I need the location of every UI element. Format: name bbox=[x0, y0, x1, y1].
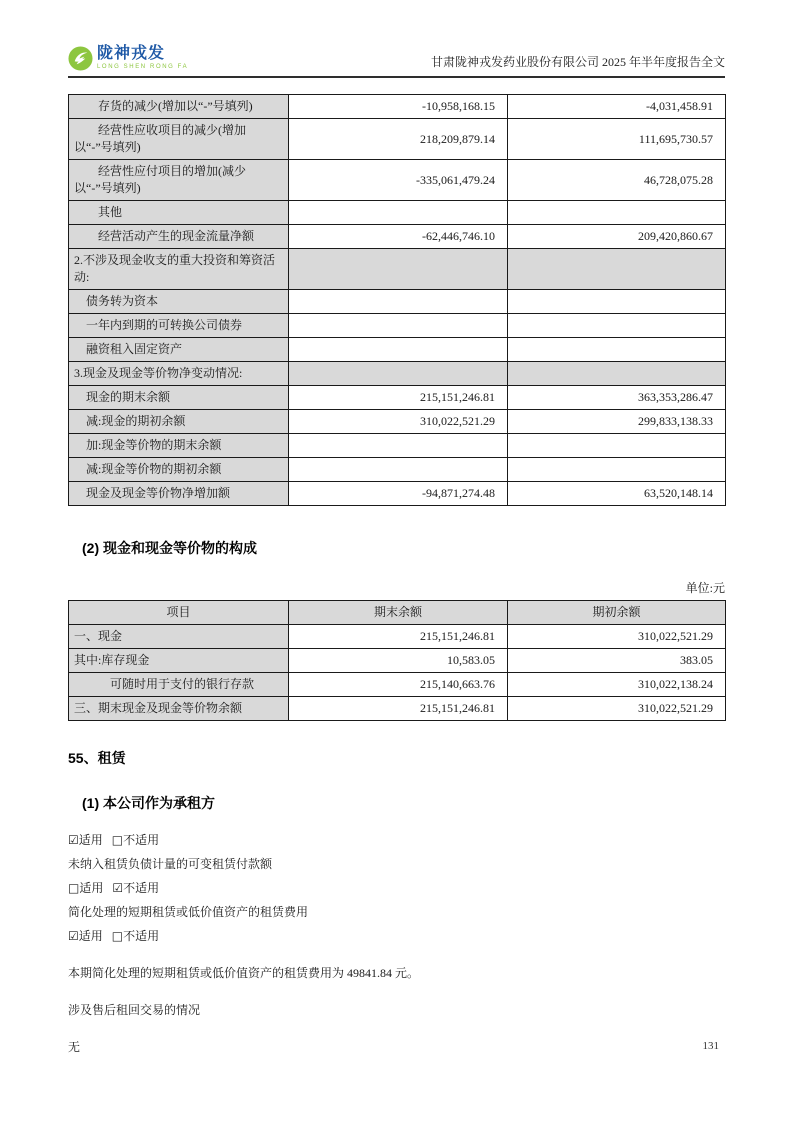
prior-period-cell: -4,031,458.91 bbox=[508, 95, 726, 119]
applicability-line bbox=[68, 882, 725, 894]
row-label-cell: 2.不涉及现金收支的重大投资和筹资活动: bbox=[69, 249, 289, 290]
row-label-cell: 经营性应付项目的增加(减少以“-”号填列) bbox=[69, 160, 289, 201]
checkbox-checked-icon: ☑ bbox=[112, 881, 124, 895]
checkbox-option-label: 不适用 bbox=[123, 881, 160, 895]
row-label-cell: 其中:库存现金 bbox=[69, 649, 289, 673]
checkbox-option bbox=[112, 929, 159, 943]
body-text-line: 未纳入租赁负债计量的可变租赁付款额 bbox=[68, 857, 273, 871]
row-label-cell: 三、期末现金及现金等价物余额 bbox=[69, 697, 289, 721]
prior-period-cell: 63,520,148.14 bbox=[508, 482, 726, 506]
checkbox-option-label: 适用 bbox=[78, 929, 103, 943]
ending-balance-cell: 215,140,663.76 bbox=[289, 673, 508, 697]
table-row bbox=[69, 673, 726, 697]
table-row bbox=[69, 249, 726, 290]
lease-paragraphs bbox=[68, 834, 725, 1053]
checkbox-option-label: 不适用 bbox=[123, 929, 160, 943]
ending-balance-cell: 215,151,246.81 bbox=[289, 625, 508, 649]
current-period-cell: -94,871,274.48 bbox=[289, 482, 508, 506]
table-row bbox=[69, 160, 726, 201]
table-row bbox=[69, 649, 726, 673]
table-row bbox=[69, 697, 726, 721]
current-period-cell: -10,958,168.15 bbox=[289, 95, 508, 119]
current-period-cell bbox=[289, 290, 508, 314]
prior-period-cell: 111,695,730.57 bbox=[508, 119, 726, 160]
table-row bbox=[69, 482, 726, 506]
body-text-line: 无 bbox=[68, 1040, 81, 1054]
cash-composition-table bbox=[68, 600, 726, 721]
checkbox-option-label: 适用 bbox=[78, 833, 103, 847]
checkbox-option bbox=[68, 929, 103, 943]
table-row bbox=[69, 314, 726, 338]
prior-period-cell bbox=[508, 362, 726, 386]
current-period-cell: 218,209,879.14 bbox=[289, 119, 508, 160]
logo-company-name: 陇神戎发 bbox=[97, 45, 166, 62]
table-row bbox=[69, 458, 726, 482]
unit-label: 单位:元 bbox=[685, 581, 725, 595]
row-label-cell: 加:现金等价物的期末余额 bbox=[69, 434, 289, 458]
prior-period-cell bbox=[508, 338, 726, 362]
row-label-cell: 3.现金及现金等价物净变动情况: bbox=[69, 362, 289, 386]
prior-period-cell: 209,420,860.67 bbox=[508, 225, 726, 249]
table-row bbox=[69, 362, 726, 386]
prior-period-cell bbox=[508, 434, 726, 458]
beginning-balance-cell: 310,022,521.29 bbox=[508, 625, 726, 649]
row-label-cell: 减:现金等价物的期初余额 bbox=[69, 458, 289, 482]
table-row bbox=[69, 201, 726, 225]
table-row bbox=[69, 95, 726, 119]
section-heading-lessee: (1) 本公司作为承租方 bbox=[82, 795, 215, 811]
current-period-cell: 215,151,246.81 bbox=[289, 386, 508, 410]
checkbox-unchecked-icon: □ bbox=[111, 833, 124, 847]
table-row bbox=[69, 290, 726, 314]
prior-period-cell bbox=[508, 249, 726, 290]
current-period-cell: -62,446,746.10 bbox=[289, 225, 508, 249]
body-text-line: 简化处理的短期租赁或低价值资产的租赁费用 bbox=[68, 905, 309, 919]
ending-balance-cell: 215,151,246.81 bbox=[289, 697, 508, 721]
beginning-balance-cell: 310,022,138.24 bbox=[508, 673, 726, 697]
prior-period-cell: 299,833,138.33 bbox=[508, 410, 726, 434]
table-row bbox=[69, 434, 726, 458]
column-header-ending-balance: 期末余额 bbox=[289, 601, 508, 625]
row-label-cell: 融资租入固定资产 bbox=[69, 338, 289, 362]
checkbox-checked-icon: ☑ bbox=[68, 833, 79, 847]
current-period-cell bbox=[289, 338, 508, 362]
checkbox-option bbox=[112, 881, 159, 895]
column-header-beginning-balance: 期初余额 bbox=[508, 601, 726, 625]
table-row bbox=[69, 119, 726, 160]
checkbox-option bbox=[68, 881, 103, 895]
current-period-cell bbox=[289, 249, 508, 290]
current-period-cell bbox=[289, 362, 508, 386]
row-label-cell: 一年内到期的可转换公司债券 bbox=[69, 314, 289, 338]
table-row bbox=[69, 386, 726, 410]
checkbox-option-label: 不适用 bbox=[123, 833, 160, 847]
row-label-cell: 经营性应收项目的减少(增加以“-”号填列) bbox=[69, 119, 289, 160]
applicability-line bbox=[68, 930, 725, 942]
page-number: 131 bbox=[702, 1040, 719, 1052]
prior-period-cell bbox=[508, 290, 726, 314]
body-text-line: 涉及售后租回交易的情况 bbox=[68, 1003, 201, 1017]
cash-flow-table-body bbox=[69, 95, 726, 506]
page-header bbox=[68, 46, 725, 78]
current-period-cell bbox=[289, 434, 508, 458]
cash-composition-table-body bbox=[69, 625, 726, 721]
prior-period-cell bbox=[508, 458, 726, 482]
current-period-cell bbox=[289, 314, 508, 338]
checkbox-option bbox=[68, 833, 103, 847]
row-label-cell: 其他 bbox=[69, 201, 289, 225]
logo-icon bbox=[68, 46, 93, 71]
table-header-row bbox=[69, 601, 726, 625]
prior-period-cell: 363,353,286.47 bbox=[508, 386, 726, 410]
current-period-cell bbox=[289, 458, 508, 482]
row-label-cell: 债务转为资本 bbox=[69, 290, 289, 314]
row-label-cell: 现金的期末余额 bbox=[69, 386, 289, 410]
logo-company-name-en: LONG SHEN RONG FA bbox=[97, 64, 189, 70]
current-period-cell bbox=[289, 201, 508, 225]
ending-balance-cell: 10,583.05 bbox=[289, 649, 508, 673]
current-period-cell: 310,022,521.29 bbox=[289, 410, 508, 434]
table-row bbox=[69, 338, 726, 362]
section-heading-lease: 55、租赁 bbox=[68, 750, 126, 766]
page-content bbox=[68, 46, 725, 1065]
checkbox-checked-icon: ☑ bbox=[68, 929, 79, 943]
table-row bbox=[69, 225, 726, 249]
current-period-cell: -335,061,479.24 bbox=[289, 160, 508, 201]
column-header-item: 项目 bbox=[69, 601, 289, 625]
cash-flow-table bbox=[68, 94, 726, 506]
report-title: 甘肃陇神戎发药业股份有限公司 2025 年半年度报告全文 bbox=[430, 55, 725, 69]
row-label-cell: 一、现金 bbox=[69, 625, 289, 649]
checkbox-unchecked-icon: □ bbox=[68, 881, 80, 895]
body-text-line: 本期简化处理的短期租赁或低价值资产的租赁费用为 49841.84 元。 bbox=[68, 966, 420, 980]
prior-period-cell: 46,728,075.28 bbox=[508, 160, 726, 201]
table-row bbox=[69, 410, 726, 434]
checkbox-option bbox=[112, 833, 159, 847]
beginning-balance-cell: 383.05 bbox=[508, 649, 726, 673]
checkbox-unchecked-icon: □ bbox=[111, 929, 124, 943]
prior-period-cell bbox=[508, 201, 726, 225]
row-label-cell: 经营活动产生的现金流量净额 bbox=[69, 225, 289, 249]
prior-period-cell bbox=[508, 314, 726, 338]
table-row bbox=[69, 625, 726, 649]
row-label-cell: 减:现金的期初余额 bbox=[69, 410, 289, 434]
section-heading-cash-composition: (2) 现金和现金等价物的构成 bbox=[82, 540, 257, 556]
checkbox-option-label: 适用 bbox=[79, 881, 104, 895]
row-label-cell: 存货的减少(增加以“-”号填列) bbox=[69, 95, 289, 119]
row-label-cell: 现金及现金等价物净增加额 bbox=[69, 482, 289, 506]
applicability-line bbox=[68, 834, 725, 846]
row-label-cell: 可随时用于支付的银行存款 bbox=[69, 673, 289, 697]
company-logo bbox=[68, 46, 188, 71]
beginning-balance-cell: 310,022,521.29 bbox=[508, 697, 726, 721]
